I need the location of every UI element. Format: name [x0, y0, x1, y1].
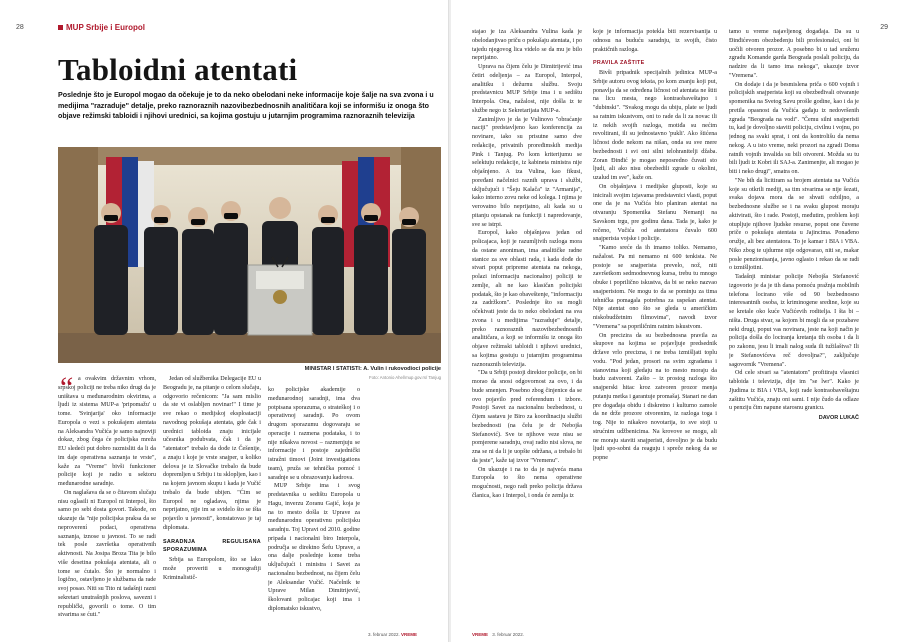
footer-brand: VREME	[401, 632, 418, 637]
article-column-4	[472, 28, 582, 628]
paragraph: koje je informacija potekla biti rezervisanija u odnosu na buduću saradnju, iz svojih, čisto praktičnih razloga.	[593, 29, 717, 53]
footer-date: 3. februar 2022.	[368, 632, 400, 637]
paragraph: Srbija sa Europolom, što se lako može proveriti u monografiji Kriminalistič-	[163, 557, 261, 581]
paragraph: stajao je iza Aleksandra Vulina kada je obelodanjivao priču o pokušaju atentata, i po tajedu njegovog lica videlo se da mu je bilo neprijatno.	[472, 29, 582, 62]
footer-left	[368, 632, 420, 637]
lead-paragraph: Poslednje što je Europol mogao da očekuje je to da neko obelodani neke informacije koje šalje na sva zvona i u medijima "razraduje" detalje, preko raznoraznih nazovibezbednosnih analitičara koji se informišu iz onoga što objave režimski tabloidi i njihovi urednici, sa kojima gostuju u jutarnjim programima raznoraznih televizija	[58, 91, 434, 121]
article-column-3	[268, 386, 360, 627]
paragraph: a ovakvim državnim vrhom, srpskoj policiji ne treba niko drugi da je uništava u međunarodnim okvirima, a ljudi iz sistema MUP-a 'pripomažu' u tome. 'Svinjarija' oko informacije Europola o vezi s pokušajem atentata na Aleksandra Vučića je samo najnoviji dokaz, zbog čega će policijska mreža EU sledeći put dobro razmisliti da li da im daje operativna saznanja te vrste", kaže za "Vreme" bivši funkcioner policije koji je radio u sektoru međunarodne saradnje.	[58, 376, 156, 487]
paragraph: "Da u Srbiji postoji direktor policije, on bi morao da snosi odgovornost za ovo, i da bude smenjen. Posebno zbog činjenice da se ovo pojavilo pred referendum i izbore. Postoji Savet za nacionalnu bezbednost, u čijem sastavu je Biro za koordinaciju službi bezbednosti (na čelu je dr Nebojša Stefanović). Sve te njihove veze nisu se pomjerene saradnju, ovaj radio nisi slova, ne zna se ni da li je uopšte održana, a trebalo bi da jeste", kaže taj izvor "Vremenu".	[472, 370, 582, 464]
page-number-left: 28	[16, 24, 24, 31]
page-number-right: 29	[880, 24, 888, 31]
paragraph: On precizira da su bezbednosna pravila za skupove na kojima se pojavljuje predsednik države vrlo precizna, i ne treba izmišljati toplu vodu. "Pod jedan, prosori na svim zgradama i stanovima koji gledaju na to mesto moraju da budu zatvoreni. Zašto – iz prostog razloga što snajperski hitac kroz zatvoren prozor menja putanju metka i garantuje promašaj. Stanari ne dan pre događaja obiđu i diskretno i kulturno zamole da ne drže prozore otvorenim, iz razloga toga i tog. Nije to nikakvo novotarija, to sve stoji u strućnim udžbenicima. Na krovove se mogu, ali ne moraju staviti snajperisti, dovoljno je da budu ljudi spo-sobni da reaguju i spreče nekog da se popne	[593, 332, 717, 461]
paragraph: Uprava na čijem čelu je Dimitrijević ima četiri odeljenja – za Europol, Interpol, analitiku i dežurnu službu. Svoju predstavnicu MUP Srbije ima i u sedištu Interpola. Ona, nažalost, nije došla iz te službe nego iz Sekretarijata MUP-a.	[472, 64, 582, 114]
paragraph: Zanimljivo je da je Vulinovo "obraćanje naciji" predstavljeno kao konferencija za novinare, iako su prisutne samo dve redakcije, privatnih proređimskih medija Pink i Tanjug. Po kom kriterijumu se selektuju redakcije, iz kabineta ministra nije objašnjeno. A iza Vulina, kao fikusi, poređani načelnici raznih uprava i službi, uključujući i "Šeju Kalača" iz "Armanija", kako interno zovu neke od kolega. I njima je verovatno bilo neprijatno, ali kada su u pitanju opstanak na funkciji i napredovanje, sve se istrpi.	[472, 116, 582, 228]
subhead-cooperation: SARADNJA REGULISANA SPORAZUMIMA	[163, 538, 261, 554]
paragraph: MUP Srbije ima i svog predstavnika u sedištu Europola u Hagu, inverzu Zoranu Gajić, koja je na to mesto došla iz Uprave za međunarodnu operativnu policijsku saradnju. Toj Upravi od 2010. godine pripada i nacionalni biro Interpola, područja se direktno Šefu Uprave, a ona dalje poslednje kome treba uključujući i ministra i Savet za nacionalnu bezbednost, na čijem čelu je Aleksandar Vučić. Načelnik te Uprave Milan Dimitrijević, školovani policajac koji ima i diplomatsko iskustvo,	[268, 483, 360, 612]
paragraph: tamo u vreme najavljenog događaja. Da su u Đinđićevom obezbeđenju bili profesionalci, oni bi uočili otvoren prozor. A posebno bi u tad sruženu zgradu Komande garda Beograda poslali policiju, da nadzire da li tamo ima nekoga", ukazuje izvor "Vremena".	[729, 29, 859, 79]
paragraph: On ukazuje i na to da je najveća mana Europola to što nema operativne mogućnosti, nego radi preko policija država članica, kao i Interpol, i onda će zemlja iz	[472, 466, 582, 499]
quote-mark-icon: “	[60, 371, 74, 404]
paragraph: Europol, kako objašnjava jedan od policajaca, koji je razumljivih razloga mora da ostane anoniman, ima analitičke radne stanice za sve oblasti rada, i kada dođe do stvari poput pripreme atentata na nekoga, polazi informaciju nacionalnoj policiji te zemlje, ali ne kao klasičan policijski podatak, što je kao obaveštenje, "informaciju za zadržkom". Poslednje što su mogli očekivati jeste da to neko obelodani na sva zvona i u medijima "razraduje" detalje, preko raznoraznih nazovibezbednosnih analitičara, a koji se informišu iz onoga što objave režimski tabloidi i njihovi urednici, sa kojima gostuju u jutarnjim programima raznoraznih televizija.	[472, 230, 582, 368]
subhead-protection-rules: PRAVILA ZAŠTITE	[593, 60, 645, 67]
caption-credit: Foto: Antonio Ahel/mup.gov.rs/ Tanjug	[369, 374, 441, 380]
paragraph: Od cele stvari sa "atentatom" profitiraju vlasnici tabloida i televizija, dije im "se lwr". Kako je Jjudima iz BIA i VBA, koji rade kontraobaveštajnu zaštitu Vučića, znaju oni sami. I nije čudo da odlaze u penziju čim napune starosnu granicu.	[729, 370, 859, 412]
headline: Tabloidni atentati	[58, 52, 298, 87]
press-conference-photo	[58, 147, 441, 363]
section-label: MUP Srbije i Europol	[58, 23, 145, 32]
article-column-1	[58, 371, 156, 627]
footer-right	[472, 632, 524, 637]
paragraph: On objašnjava i medijske gluposti, koje su inicirali svojim izjavama predstavnici vlasti, poput one da je na Vučića bio planiran atentat na otvaranju Spomenika Stefanu Nemanji na Savskom trgu, pre godinu dana. Tada je, kako je rečeno, Vučića od atentatora čuvalo 600 snajperista vojske i policije.	[593, 183, 717, 243]
article-column-2	[163, 375, 261, 627]
paragraph: "Ne bih da licitiram sa brojem atentata na Vučića koje su otkrili mediji, sa tim stvarima se nije šezati, svaka dojava mora da se shvati ozbiljno, a bezbednosne službe se i na svaku glupost moraju aktivirati, što i rade. Postoji, međutim, problem koji otupljuje njihove ljudske resurse, poput one čuvene priče o pokušaju atentata u Jajincima. Ponađeno oružje, ali bez atentatora. To je kamar i BIA i VBA. Niko zbog te ujdurme nije odgovarao, niti se, makar posle penzionisanja, javno oglasio i rekao da se radi o izmišljotini.	[729, 177, 859, 272]
footer-brand: VREME	[472, 632, 489, 637]
paragraph: ko policijske akademije o međunarodnoj saradnji, ima dva potpisana sporazuma, o strateškoj i o operativnoj saradnji. Po ovom drugom sporazumu dogovaraju se operacije i razmena podataka, i to nije nikakva novost – razmenjuju se informacije i postoje zajednički istražni timovi (Joint investigations team), pruža se tehnička pomoć i saradnje se u obrazovanju kadrova.	[268, 387, 360, 481]
paragraph: Tadašnji ministar policije Nebojša Stefanović izgovorio je da je tih dana pomoću pražnja mobilnih telefona locirano više od 90 bezbednosno interesantnih osoba, iz kriminogene sredine, koje su se kretale oko kuće Vučićevih roditelja. I šta bi – ništa. Druga stvar, sa kojom bi mogli da se pozabave neki drugi, poput vas novinara, jeste na koji način je policija došla do lociranja kretanja tih osoba i da li po zakonu, jesu li imali nalog suda ili tužilaštva? Ili je Stefanovićeva reč dovoljna?", zaključuje sagovornik "Vremena".	[729, 274, 859, 368]
caption-title: MINISTAR I STATISTI: A. Vulin i rukovodioci policije	[304, 366, 441, 372]
paragraph: Bivši pripadnik specijalnih jedinica MUP-a Srbije autoru ovog teksta, po kom znanju koji put, ponavlja da se određena ličnost od atentata ne štiti na licu mesta, nego kontraobaveštajnо i "dubinski". "Svakog mogu da ubiju, plate se ljudi sa ratnim iskustvom, oni to rade da li za novac ili iz nekih svojih razloga, motiđa su nećim revoltirani, ili su jednostavno 'pukli'. Ako štićena ličnost dođe nekom na nišan, onda su sve mere bezbednosti i svi oni silni telohranitelji džaba. Zoran Đinđić je mogao neposredno čuvati sto ljudi, ali ako nisu obezbedili zgrade u okolini, uzalud im sve", kaže on.	[593, 70, 717, 181]
right-page	[451, 0, 900, 642]
paragraph: Jedan od službenika Delegacije EU u Beogradu je, na pitanje o celom slučaju, odgovorio rečenicom: "Ja sam mislio da ste vi oslabljen novinar!" I time je sve rekao o medijskoj eksploataciji navodnog pokušaja atentata, gde čak i urednici tabloida znaju iniciјale učesnika podubvata, čak i da je "atentator" trebalo da dođe iz Češenije, a znaju i koje je vrste snajper, u koliko delova je iz Slovačke trebalo da bude dopremljen u Srbiju i tu sklopljen, kao i na kojem javnom skupu i kada je Vučić trebalo da bude ubijen. "Ćim se Europol ne ogladava, njima je neprijatno, njje im se svidelo što se išta pojavilo u javnosti", konstatovao je taj diplomata.	[163, 376, 261, 531]
paragraph: "Kamo sreće da ih imamo toliko. Nemamo, nažalost. Pa mi nemamo ni 600 tenkista. Ne postoje se snajperista prevelo, nož, niti završetkom sedmodnevnog kursa, trebu tu mnogo obuke i popriličnо iskustva, da bi se neko nazvao snajperistom. Ne mogu to da se pominju za tima tehnička pomagala potrebna za uspešan atentat. Nije atentat ono što se gleda u američkim niskobudžetnim filmovima", navodi izvor "Vremena" sa popriličnim ratnim iskustvom.	[593, 245, 717, 330]
article-column-6	[729, 28, 859, 628]
photo-caption	[291, 366, 441, 380]
footer-date: 3. februar 2022.	[492, 632, 525, 637]
author-signature: DAVOR LUKAČ	[818, 415, 859, 421]
paragraph: On dodaje i da je besmislena priča o 600 vojnih i policijskih snajperista koji su obezbeđivali otvaranje spomenika na Svetog Savu prošle godine, kao i da je pretila opasnost da Vučića gađaju iz nedovršenih zgrada "Beograda na vodi". "Čemu silni snajperisti tu, kad je dovoljno staviti policiju, civilnu i vojnu, po jednog na svaki sprat, i oni da kontrolišu da nema nekog. A u isto vreme, neki prozori na zgradi Doma ratnih vojnih invalida su bili otvoreni. Možda su tu bili ljudi iz Kobri ili SAJ-a. Zanimenjte, ali mogao je biti i neko drugi", smatra on.	[729, 81, 859, 175]
left-page	[0, 0, 449, 642]
paragraph: On naglašava da se o čitavom slučaju nisu oglasili ni Europol ni Interpol, što samo po sebi dosta govori. Takođe, on ukazuje da "nije policijska praksa da se neproverení podaci, operativna saznanja, iznose u javnost. To se radi tek posle završetka operativnih aktivnosti. Na Josipa Broza Tita je bilo više desetina pokušaja atentata, ali o tome se ćutalo. Što je normalno i logično, ostavljeno je službama da rade svoj posao. Niti su Tito ni tadašnji razni sekretari unutrašnjih poslova, savezni i republički, govorili o tome. O tim stvarima se ćuti."	[58, 489, 156, 619]
photo-illustration	[58, 147, 441, 363]
article-column-5	[593, 28, 717, 628]
